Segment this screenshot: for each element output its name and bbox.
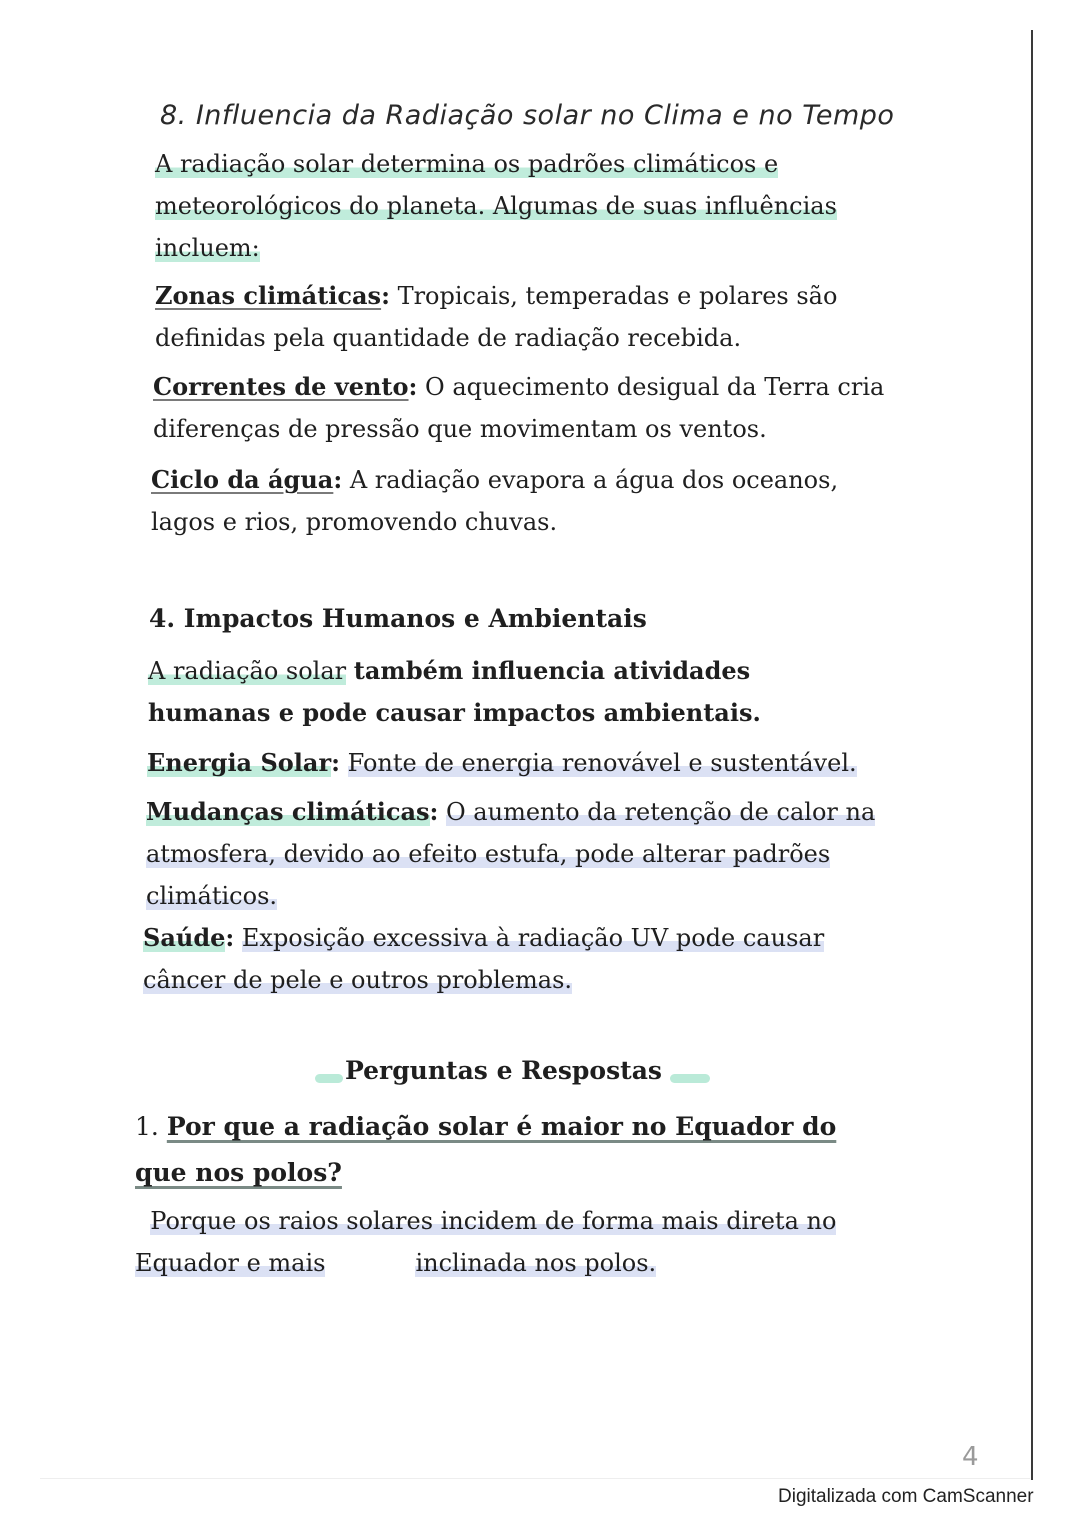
- impact-text: Fonte de energia renovável e sustentável.: [347, 749, 857, 777]
- influence-text: O aquecimento desigual da Terra cria diferenças de pressão que movimentam os ventos.: [153, 373, 885, 443]
- influence-zonas: Zonas climáticas: Tropicais, temperadas e polares são definidas pela quantidade de radiação recebida.: [155, 281, 838, 352]
- scanner-watermark: Digitalizada com CamScanner: [778, 1486, 1034, 1507]
- page-number: 4: [962, 1442, 979, 1472]
- impact-term: Energia Solar: [147, 748, 332, 777]
- impact-text: O aumento da retenção de calor na atmosfera, devido ao efeito estufa, pode alterar padrões climáticos.: [146, 798, 876, 910]
- impact-term: Mudanças climáticas: [146, 797, 430, 826]
- section-heading: 4. Impactos Humanos e Ambientais: [149, 604, 647, 633]
- influence-correntes: Correntes de vento: O aquecimento desigual da Terra cria diferenças de pressão que movimentam os ventos.: [153, 372, 885, 443]
- intro-text: A radiação solar determina os padrões climáticos e meteorológicos do planeta. Algumas de suas influências incluem:: [155, 150, 837, 262]
- handwritten-title: 8. Influencia da Radiação solar no Clima e no Tempo: [160, 100, 895, 131]
- influence-ciclo: Ciclo da água: A radiação evapora a água dos oceanos, lagos e rios, promovendo chuvas.: [151, 465, 839, 536]
- qa-answer: [135, 1200, 855, 1284]
- influence-term: Ciclo da água: [151, 465, 334, 494]
- section-intro: [148, 650, 868, 734]
- question-number: 1.: [135, 1112, 159, 1141]
- page-edge-line: [1031, 30, 1033, 1480]
- influence-text: A radiação evapora a água dos oceanos, lagos e rios, promovendo chuvas.: [151, 466, 839, 536]
- qa-question: [135, 1104, 855, 1196]
- answer-text-part1: Porque os raios solares incidem de forma mais direta no Equador e mais: [135, 1207, 837, 1277]
- impact-energia: Energia Solar: Fonte de energia renovável e sustentável.: [147, 748, 857, 777]
- impact-saude: Saúde: Exposição excessiva à radiação UV pode causar câncer de pele e outros problemas.: [143, 923, 825, 994]
- impact-text: Exposição excessiva à radiação UV pode causar câncer de pele e outros problemas.: [143, 924, 825, 994]
- influence-term: Zonas climáticas: [155, 281, 382, 310]
- qa-title: Perguntas e Respostas: [345, 1056, 662, 1085]
- answer-text-part2: inclinada nos polos.: [415, 1249, 657, 1277]
- page-bottom-edge: [40, 1478, 1030, 1479]
- question-text: Por que a radiação solar é maior no Equador do que nos polos?: [135, 1112, 837, 1187]
- section-intro-plain: A radiação solar: [148, 657, 347, 685]
- impact-mudancas: Mudanças climáticas: O aumento da retenção de calor na atmosfera, devido ao efeito estufa, pode alterar padrões climáticos.: [146, 797, 876, 910]
- section-intro-bold: também influencia atividades humanas e pode causar impactos ambientais.: [148, 656, 761, 727]
- impact-term: Saúde: [143, 923, 226, 952]
- influence-term: Correntes de vento: [153, 372, 409, 401]
- intro-paragraph: [155, 143, 895, 269]
- influence-text: Tropicais, temperadas e polares são definidas pela quantidade de radiação recebida.: [155, 282, 838, 352]
